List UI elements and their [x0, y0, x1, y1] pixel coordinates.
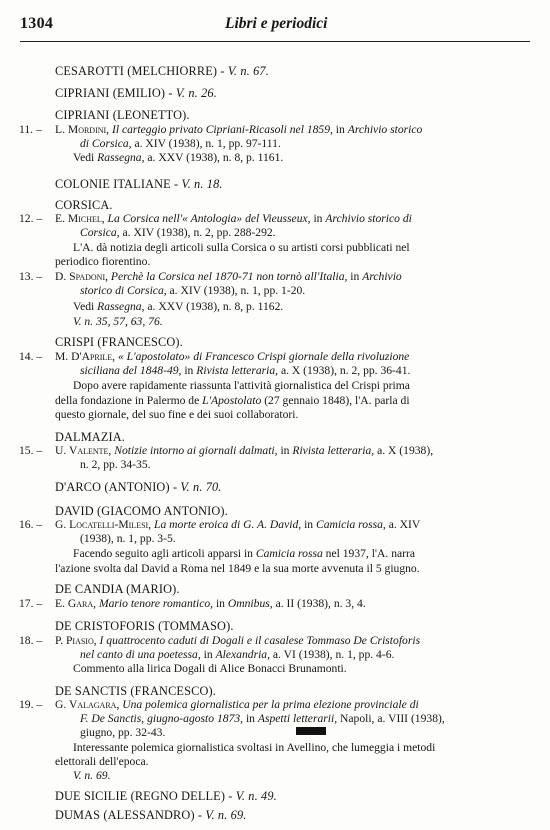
entry-13-citation: D. Spadoni, Perchè la Corsica nel 1870-71 non tornò all'Italia, in Archivio: [55, 270, 402, 283]
entry-12-annotation-2: periodico fiorentino.: [55, 255, 151, 268]
page-number: 1304: [20, 15, 54, 32]
entry-18-annotation: Commento alla lirica Dogali di Alice Bonacci Brunamonti.: [73, 662, 347, 675]
subject-heading-cipriani-leonetto: CIPRIANI (LEONETTO).: [55, 108, 190, 122]
entry-13-line-2: storico di Corsica, a. XIV (1938), n. 1, pp. 1-20.: [80, 284, 306, 297]
entry-12-citation: E. Michel, La Corsica nell'« Antologia» del Vieusseux, in Archivio storico di: [55, 212, 412, 225]
entry-16-annotation-2: l'azione svolta dal David a Roma nel 1849 e la sua morte avvenuta il 5 giugno.: [55, 562, 420, 575]
entry-17-citation: E. Gara, Mario tenore romantico, in Omnibus, a. II (1938), n. 3, 4.: [55, 597, 366, 610]
running-title: Libri e periodici: [225, 15, 328, 32]
entry-number-18: 18. –: [19, 634, 43, 647]
entry-16-citation: G. Locatelli-Milesi, La morte eroica di G. A. David, in Camicia rossa, a. XIV: [55, 518, 421, 531]
subject-heading-crispi: CRISPI (FRANCESCO).: [55, 335, 183, 349]
entry-13-line-3: Vedi Rassegna, a. XXV (1938), n. 8, p. 1162.: [73, 300, 284, 313]
subject-heading-due-sicilie: DUE SICILIE (REGNO DELLE) - V. n. 49.: [55, 789, 277, 803]
subject-heading-de-sanctis: DE SANCTIS (FRANCESCO).: [55, 684, 216, 698]
entry-15-line-2: n. 2, pp. 34-35.: [80, 458, 151, 471]
entry-number-15: 15. –: [19, 444, 43, 457]
subject-heading-corsica: CORSICA.: [55, 198, 113, 212]
entry-13-crossref: V. n. 35, 57, 63, 76.: [73, 315, 163, 328]
entry-12-line-2: Corsica, a. XIV (1938), n. 2, pp. 288-292.: [80, 226, 276, 239]
header-rule: [20, 41, 530, 42]
subject-heading-de-cristoforis: DE CRISTOFORIS (TOMMASO).: [55, 619, 234, 633]
entry-19-line-3: giugno, pp. 32-43.: [80, 726, 166, 739]
entry-15-citation: U. Valente, Notizie intorno ai giornali dalmati, in Rivista letteraria, a. X (1938),: [55, 444, 434, 457]
subject-heading-de-candia: DE CANDIA (MARIO).: [55, 582, 180, 596]
entry-14-annotation: Dopo avere rapidamente riassunta l'attività giornalistica del Crispi prima: [73, 379, 410, 392]
entry-14-annotation-3: questo giornale, del suo fine e dei suoi collaboratori.: [55, 408, 299, 421]
entry-11-line-2: di Corsica, a. XIV (1938), n. 1, pp. 97-111.: [80, 137, 281, 150]
entry-14-citation: M. D'Aprile, « L'apostolato» di Francesco Crispi giornale della rivoluzione: [55, 350, 410, 363]
entry-18-line-2: nel canto di una poetessa, in Alexandria, a. VI (1938), n. 1, pp. 4-6.: [80, 648, 395, 661]
entry-number-16: 16. –: [19, 518, 43, 531]
redaction-mark: [296, 727, 326, 735]
entry-12-annotation: L'A. dà notizia degli articoli sulla Corsica o su artisti corsi pubblicati nel: [73, 241, 410, 254]
entry-19-annotation: Interessante polemica giornalistica svoltasi in Avellino, che lumeggia i metodi: [73, 741, 436, 754]
entry-number-13: 13. –: [19, 270, 43, 283]
entry-number-17: 17. –: [19, 597, 43, 610]
subject-heading-cesarotti: CESAROTTI (MELCHIORRE) - V. n. 67.: [55, 64, 269, 78]
subject-heading-cipriani-emilio: CIPRIANI (EMILIO) - V. n. 26.: [55, 86, 217, 100]
entry-18-citation: P. Piasio, I quattrocento caduti di Dogali e il casalese Tommaso De Cristoforis: [55, 634, 421, 647]
entry-19-crossref: V. n. 69.: [73, 769, 111, 782]
subject-heading-dalmazia: DALMAZIA.: [55, 430, 125, 444]
entry-number-12: 12. –: [19, 212, 43, 225]
entry-11-citation: L. Mordini, Il carteggio privato Cipriani-Ricasoli nel 1859, in Archivio storico: [55, 123, 423, 136]
entry-19-annotation-2: elettorali dell'epoca.: [55, 755, 149, 768]
entry-19-line-2: F. De Sanctis, giugno-agosto 1873, in Aspetti letterarii, Napoli, a. VIII (1938),: [80, 712, 445, 725]
subject-heading-david: DAVID (GIACOMO ANTONIO).: [55, 504, 228, 518]
page-header: [20, 17, 526, 39]
entry-number-19: 19. –: [19, 698, 43, 711]
entry-16-annotation: Facendo seguito agli articoli apparsi in Camicia rossa nel 1937, l'A. narra: [73, 547, 416, 560]
entry-16-line-2: (1938), n. 1, pp. 3-5.: [80, 532, 176, 545]
entry-11-line-3: Vedi Rassegna, a. XXV (1938), n. 8, p. 1161.: [73, 151, 284, 164]
subject-heading-dumas: DUMAS (ALESSANDRO) - V. n. 69.: [55, 808, 247, 822]
entry-14-annotation-2: della fondazione in Palermo de L'Apostolato (27 gennaio 1848), l'A. parla di: [55, 394, 410, 407]
entry-number-14: 14. –: [19, 350, 43, 363]
entry-14-line-2: siciliana del 1848-49, in Rivista letteraria, a. X (1938), n. 2, pp. 36-41.: [80, 364, 411, 377]
entry-19-citation: G. Valagara, Una polemica giornalistica per la prima elezione provinciale di: [55, 698, 419, 711]
entry-number-11: 11. –: [19, 123, 42, 136]
subject-heading-colonie-italiane: COLONIE ITALIANE - V. n. 18.: [55, 177, 223, 191]
subject-heading-darco: D'ARCO (ANTONIO) - V. n. 70.: [55, 480, 222, 494]
